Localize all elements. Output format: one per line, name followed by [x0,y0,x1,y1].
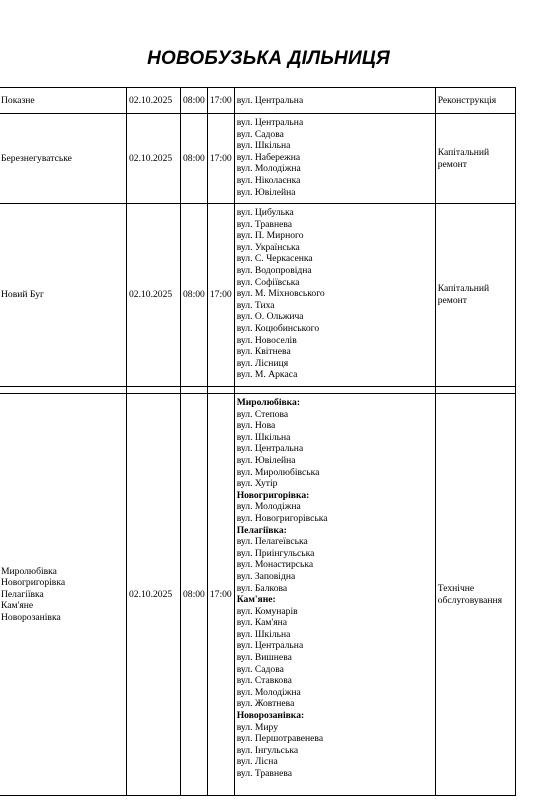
street-item: вул. Софіївська [236,276,300,288]
date-cell: 02.10.2025 [127,88,181,114]
street-item: вул. Пелагеївська [236,536,308,548]
street-item: вул. Інгульська [236,744,299,756]
street-item: вул. Заповідна [236,570,296,582]
end-time-cell: 17:00 [207,204,234,387]
end-time-cell: 17:00 [207,88,234,114]
spacer-cell [0,387,127,394]
settlement-name: Новогригорівка [1,577,66,589]
reason-text: Капітальний [437,283,490,295]
street-item: вул. Ювілейна [236,186,296,198]
page-title: НОВОБУЗЬКА ДІЛЬНИЦЯ [147,48,390,69]
street-item: вул. Шкільна [236,140,291,152]
street-item: вул. Монастирська [236,559,314,571]
street-item: вул. Шкільна [236,628,291,640]
reason-text: Капітальний [437,146,490,158]
street-item: вул. Цибулька [236,207,294,218]
reason-cell [435,394,515,796]
table-row [0,88,515,114]
date-cell: 02.10.2025 [127,114,181,204]
street-item: вул. Лісниця [236,357,289,369]
village-heading: Новогригорівка: [236,489,310,501]
street-item: вул. Миролюбівська [236,466,320,478]
street-item: вул. Приінгульська [236,547,315,559]
start-time-cell: 08:00 [181,204,208,387]
street-item: вул. Українська [236,241,300,253]
spacer-row [0,387,515,394]
street-item: вул. Степова [236,408,289,420]
reason-cell: Реконструкція [435,88,515,114]
street-item: вул. Центральна [236,117,304,128]
street-item: вул. Молодіжна [236,686,301,698]
settlement-cell [0,394,127,796]
spacer-cell [127,387,181,394]
end-time-cell: 17:00 [207,114,234,204]
street-item: вул. Водопровідна [236,264,312,276]
street-item: вул. Комунарів [236,605,298,617]
street-item: вул. Садова [236,663,284,675]
reason-text: обслуговування [437,594,503,606]
village-heading: Новорозанівка: [236,710,305,722]
table-row [0,394,515,796]
street-item: вул. Центральна [236,640,304,652]
street-item: вул. Квітнева [236,346,291,358]
reason-text: ремонт [437,295,467,306]
street-item: вул. М. Аркаса [236,369,298,381]
street-item: вул. Центральна [236,443,304,455]
date-cell: 02.10.2025 [127,204,181,387]
streets-cell [234,394,435,796]
streets-cell: вул. Центральна [234,88,435,114]
table-row [0,204,515,387]
settlement-cell: Показне [0,88,127,114]
street-item: вул. Ніколаєнка [236,174,301,186]
street-item: вул. Садова [236,128,284,140]
start-time-cell: 08:00 [181,114,208,204]
spacer-cell [181,387,208,394]
street-item: вул. Новогригорівська [236,512,328,524]
street-item: вул. Набережна [236,151,301,163]
street-item: вул. Травнева [236,768,293,779]
outage-schedule-table [0,87,516,796]
streets-cell [234,204,435,387]
street-item: вул. Тиха [236,299,275,311]
settlement-name: Новорозанівка [1,611,61,623]
street-item: вул. О. Ольжича [236,311,304,323]
settlement-name: Миролюбівка [1,565,57,577]
street-item: вул. Травнева [236,218,293,230]
streets-cell [234,114,435,204]
street-item: вул. Вишнева [236,652,292,664]
street-item: вул. Лісна [236,756,278,768]
street-item: вул. Балкова [236,582,288,594]
reason-text: ремонт [437,158,467,170]
street-item: вул. Жовтнева [236,698,295,710]
reason-cell [435,114,515,204]
street-item: вул. Коцюбинського [236,322,320,334]
settlement-name: Кам'яне [1,600,34,612]
street-item: вул. С. Черкасенка [236,253,313,265]
street-item: вул. Нова [236,420,276,432]
street-item: вул. П. Мирного [236,230,304,242]
village-heading: Кам'яне: [236,594,276,606]
village-heading: Миролюбівка: [236,397,301,408]
street-item: вул. Новоселів [236,334,297,346]
spacer-cell [207,387,234,394]
settlement-name: Пелагіївка [1,588,44,600]
street-item: вул. Хутір [236,478,278,490]
start-time-cell: 08:00 [181,394,208,796]
village-heading: Пелагіївка: [236,524,287,536]
street-item: вул. Ювілейна [236,454,296,466]
street-item: вул. Шкільна [236,431,291,443]
settlement-cell: Березнегуватське [0,114,127,204]
street-item: вул. М. Міхновського [236,288,325,300]
street-item: вул. Ставкова [236,675,292,687]
reason-text: Технічне [437,582,475,594]
table-row [0,114,515,204]
spacer-cell [435,387,515,394]
street-item: вул. Кам'яна [236,617,288,629]
settlement-cell: Новий Буг [0,204,127,387]
street-item: вул. Миру [236,721,279,733]
date-cell: 02.10.2025 [127,394,181,796]
start-time-cell: 08:00 [181,88,208,114]
street-item: вул. Молодіжна [236,501,301,513]
end-time-cell: 17:00 [207,394,234,796]
spacer-cell [234,387,435,394]
reason-cell [435,204,515,387]
street-item: вул. Молодіжна [236,163,301,175]
street-item: вул. Першотравенева [236,733,324,745]
